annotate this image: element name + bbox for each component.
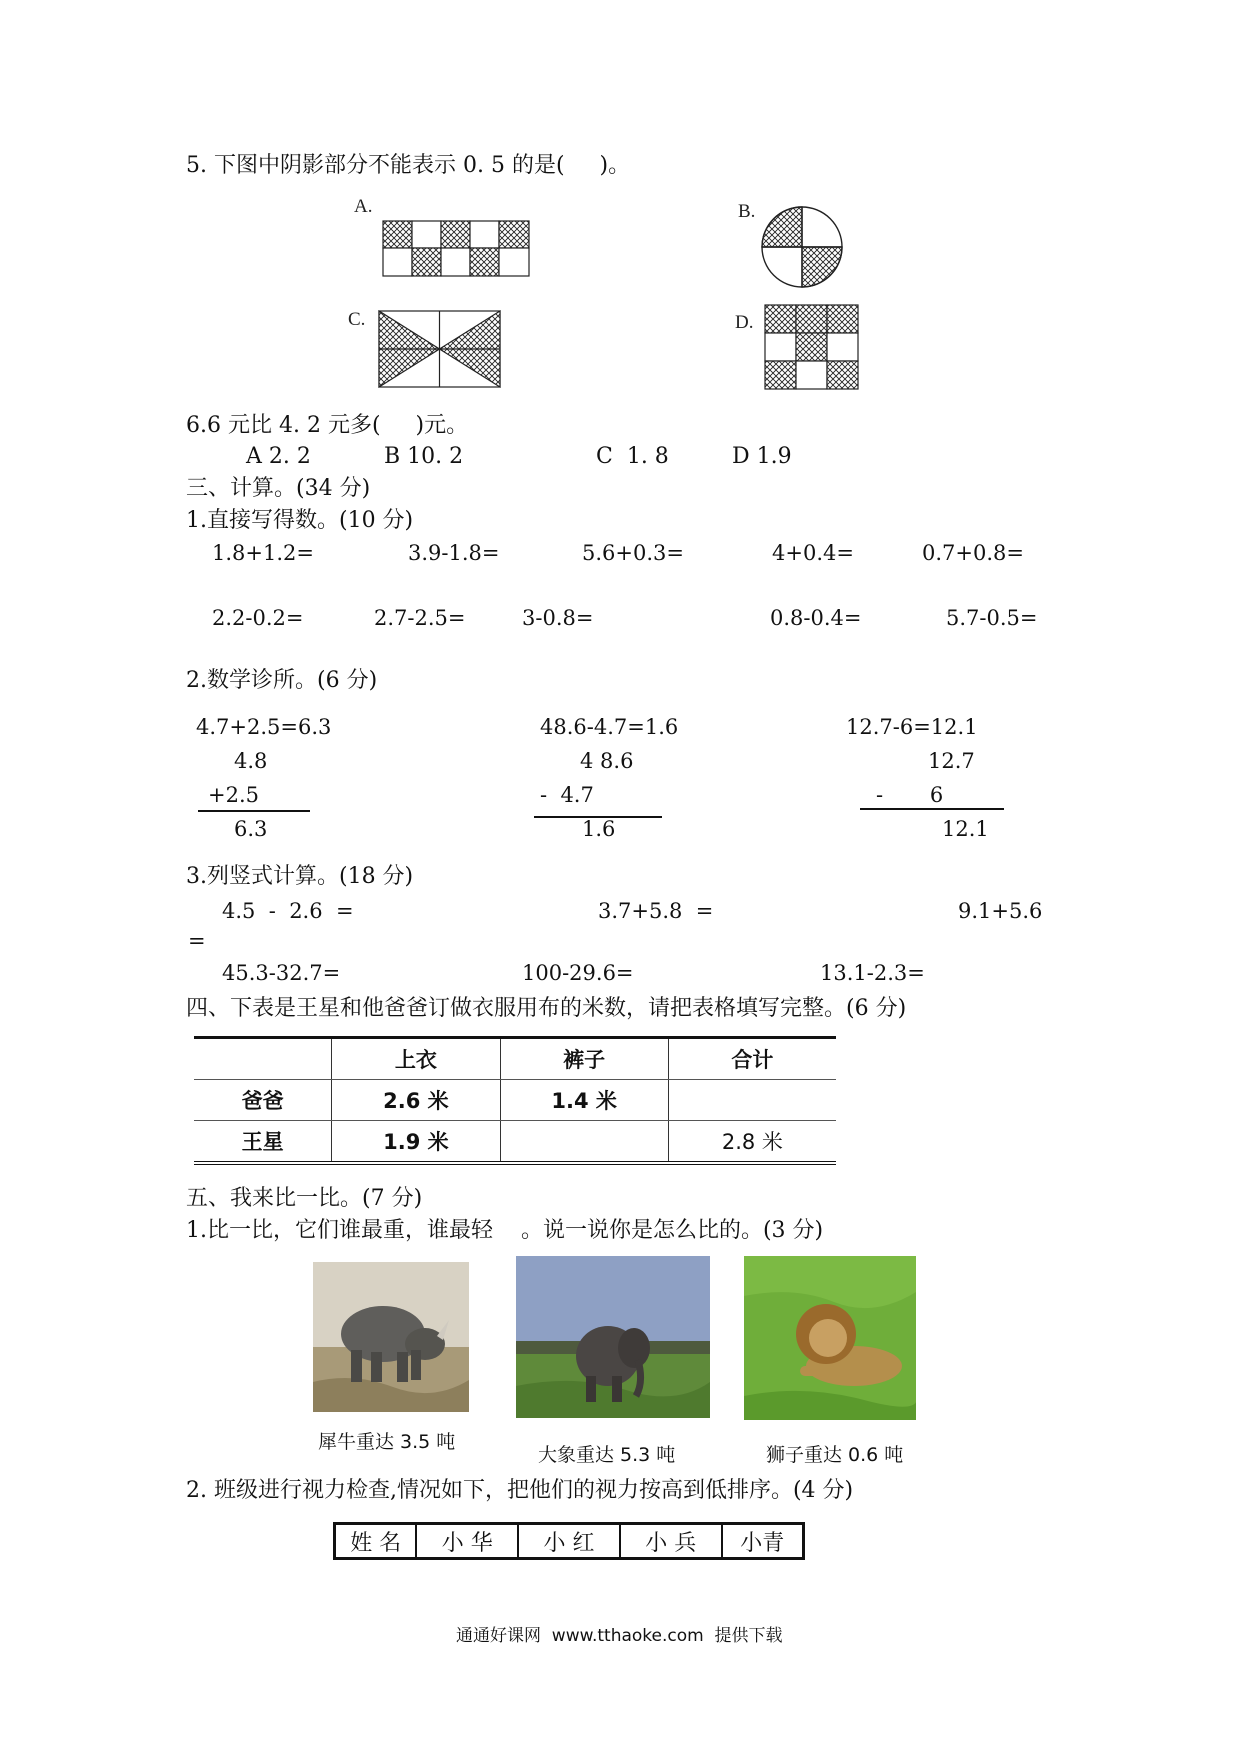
vision-student: 小青 <box>722 1524 804 1559</box>
clinic-equation-2: 48.6-4.7=1.6 <box>540 715 679 739</box>
option-c-label: C. <box>348 309 366 330</box>
compare-1-title: 1.比一比，它们谁最重，谁最轻 。说一说你是怎么比的。(3 分) <box>186 1218 824 1243</box>
calc-item: 3-0.8= <box>522 606 594 630</box>
vertical-calc-item: 100-29.6= <box>522 961 634 985</box>
footer-credit: 通通好课网 www.tthaoke.com 提供下载 <box>456 1626 783 1646</box>
elephant-caption: 大象重达 5.3 吨 <box>538 1444 676 1466</box>
calc-item: 2.7-2.5= <box>374 606 466 630</box>
vision-student: 小 兵 <box>620 1524 722 1559</box>
compare-2-title: 2. 班级进行视力检查,情况如下，把他们的视力按高到低排序。(4 分) <box>186 1478 854 1503</box>
clinic-mid-2: - 4.7 <box>540 783 594 807</box>
vertical-calc-item: 4.5 - 2.6 = <box>222 899 354 923</box>
table-cell: 2.8 米 <box>668 1121 836 1164</box>
clinic-top-3: 12.7 <box>928 749 975 773</box>
clinic-top-1: 4.8 <box>234 749 268 773</box>
table-cell: 2.6 米 <box>332 1080 500 1121</box>
vertical-calc-wrap: = <box>188 929 206 953</box>
table-header-top: 上衣 <box>332 1038 500 1080</box>
q6-option-a: A 2. 2 <box>246 444 311 469</box>
lion-caption: 狮子重达 0.6 吨 <box>766 1444 904 1466</box>
vision-student: 小 华 <box>416 1524 518 1559</box>
vertical-calc-item: 9.1+5.6 <box>958 899 1043 923</box>
rhino-photo <box>313 1262 469 1412</box>
clinic-equation-3: 12.7-6=12.1 <box>846 715 978 739</box>
vertical-calc-item: 45.3-32.7= <box>222 961 341 985</box>
elephant-photo <box>516 1256 710 1418</box>
calc-item: 1.8+1.2= <box>212 541 314 565</box>
table-row-label: 爸爸 <box>194 1080 332 1121</box>
calc-item: 4+0.4= <box>772 541 854 565</box>
figure-a-grid <box>382 220 532 278</box>
vertical-calc-item: 3.7+5.8 = <box>598 899 714 923</box>
calc-item: 0.7+0.8= <box>922 541 1024 565</box>
q6-option-b: B 10. 2 <box>384 444 464 469</box>
vision-student: 小 红 <box>518 1524 620 1559</box>
option-d-label: D. <box>735 312 754 333</box>
vertical-calc-item: 13.1-2.3= <box>820 961 925 985</box>
option-b-label: B. <box>738 201 756 222</box>
table-header-blank <box>194 1038 332 1080</box>
calc-item: 5.7-0.5= <box>946 606 1038 630</box>
clinic-line-3 <box>860 808 1004 810</box>
clinic-result-1: 6.3 <box>234 817 268 841</box>
clinic-mid-1: +2.5 <box>208 783 259 807</box>
cloth-table <box>194 1036 836 1165</box>
table-header-pants: 裤子 <box>500 1038 668 1080</box>
clinic-result-3: 12.1 <box>942 817 989 841</box>
figure-c-bowtie <box>378 310 502 388</box>
rhino-caption: 犀牛重达 3.5 吨 <box>318 1431 456 1453</box>
calc-item: 5.6+0.3= <box>582 541 684 565</box>
q6-option-d: D 1.9 <box>732 444 792 469</box>
calc-1-title: 1.直接写得数。(10 分) <box>186 508 414 533</box>
calc-3-title: 3.列竖式计算。(18 分) <box>186 864 414 889</box>
table-cell: 1.4 米 <box>500 1080 668 1121</box>
section-3-title: 三、计算。(34 分) <box>186 476 371 501</box>
q6-option-c: C 1. 8 <box>596 444 669 469</box>
question-5-text: 5. 下图中阴影部分不能表示 0. 5 的是( )。 <box>186 153 631 178</box>
table-cell: 1.9 米 <box>332 1121 500 1164</box>
clinic-result-2: 1.6 <box>582 817 616 841</box>
figure-d-grid <box>764 304 860 390</box>
option-a-label: A. <box>354 196 373 217</box>
table-cell-blank[interactable] <box>500 1121 668 1164</box>
table-cell-blank[interactable] <box>668 1080 836 1121</box>
vision-table <box>333 1522 805 1560</box>
table-header-total: 合计 <box>668 1038 836 1080</box>
section-4-title: 四、下表是王星和他爸爸订做衣服用布的米数，请把表格填写完整。(6 分) <box>186 996 907 1021</box>
calc-item: 3.9-1.8= <box>408 541 500 565</box>
lion-photo <box>744 1256 916 1420</box>
calc-item: 0.8-0.4= <box>770 606 862 630</box>
calc-item: 2.2-0.2= <box>212 606 304 630</box>
question-6-text: 6.6 元比 4. 2 元多( )元。 <box>186 413 469 438</box>
calc-2-title: 2.数学诊所。(6 分) <box>186 668 378 693</box>
table-row-label: 王星 <box>194 1121 332 1164</box>
vision-name-header: 姓 名 <box>335 1524 417 1559</box>
clinic-mid-3: - 6 <box>876 783 944 807</box>
section-5-title: 五、我来比一比。(7 分) <box>186 1186 423 1211</box>
figure-b-circle <box>760 205 844 289</box>
clinic-line-1 <box>198 810 310 812</box>
clinic-top-2: 4 8.6 <box>580 749 634 773</box>
clinic-equation-1: 4.7+2.5=6.3 <box>196 715 332 739</box>
